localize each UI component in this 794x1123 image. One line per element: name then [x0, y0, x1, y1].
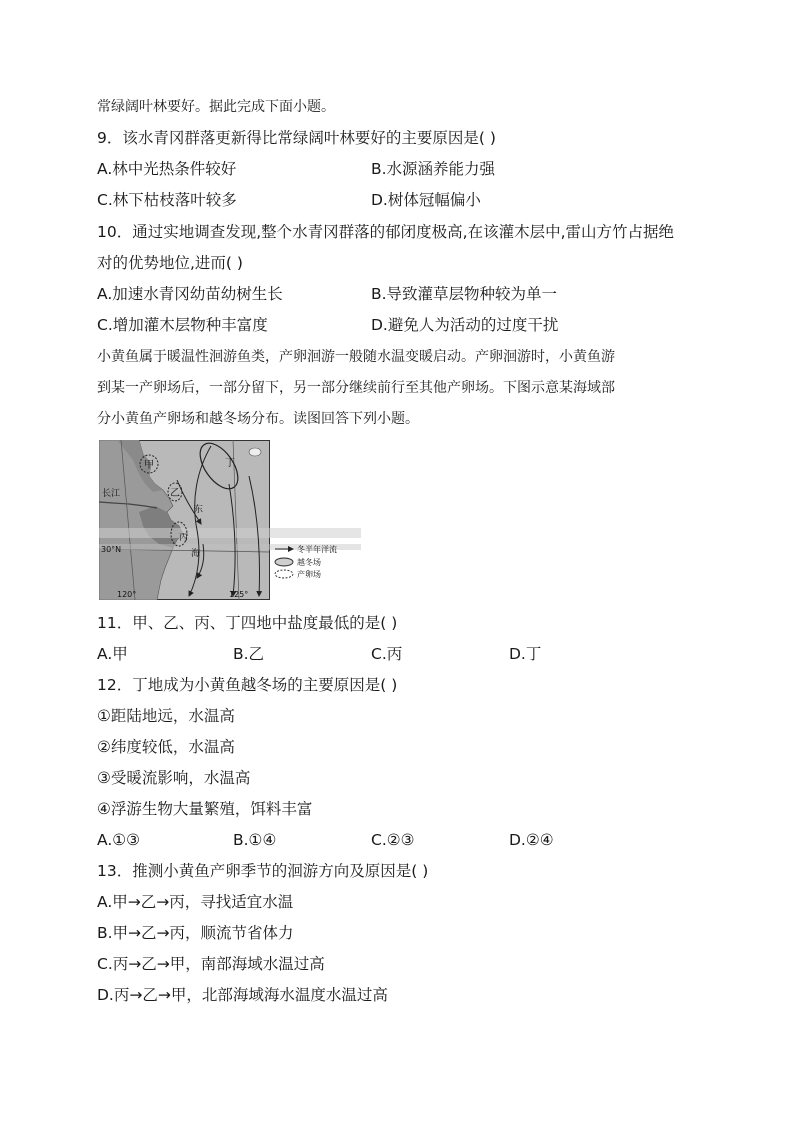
- label-yangtze: 长江: [102, 489, 121, 499]
- question-11-option-d[interactable]: D.丁: [509, 645, 542, 663]
- question-12-option-c[interactable]: C.②③: [371, 831, 415, 849]
- question-12-statement-1: ①距陆地远，水温高: [97, 707, 235, 725]
- label-ding: 丁: [225, 458, 235, 469]
- island: [249, 448, 261, 456]
- question-10-stem-line1: 10．通过实地调查发现,整个水青冈群落的郁闭度极高,在该灌木层中,雷山方竹占据绝: [97, 223, 675, 241]
- legend-winter-symbol: [275, 558, 293, 566]
- label-hai: 海: [191, 549, 201, 559]
- intro-text: 常绿阔叶林要好。据此完成下面小题。: [97, 99, 335, 115]
- label-yi: 乙: [170, 488, 180, 499]
- question-10-option-a[interactable]: A.加速水青冈幼苗幼树生长: [97, 285, 283, 303]
- question-12-statement-3: ③受暖流影响，水温高: [97, 769, 251, 787]
- question-13-option-c[interactable]: C.丙→乙→甲，南部海域水温过高: [97, 955, 325, 973]
- question-12-statement-4: ④浮游生物大量繁殖，饵料丰富: [97, 800, 313, 818]
- question-12-stem: 12．丁地成为小黄鱼越冬场的主要原因是( ): [97, 676, 398, 694]
- label-125: 125°: [229, 590, 249, 599]
- question-12-option-b[interactable]: B.①④: [233, 831, 277, 849]
- map-legend: [275, 544, 337, 579]
- question-12-statement-2: ②纬度较低，水温高: [97, 738, 235, 756]
- question-12-option-d[interactable]: D.②④: [509, 831, 554, 849]
- question-11-option-c[interactable]: C.丙: [371, 645, 403, 663]
- question-13-stem: 13．推测小黄鱼产卵季节的洄游方向及原因是( ): [97, 862, 429, 880]
- question-13-option-d[interactable]: D.丙→乙→甲，北部海域海水温度水温过高: [97, 986, 388, 1004]
- intro2-line1: 小黄鱼属于暖温性洄游鱼类，产卵洄游一般随水温变暖启动。产卵洄游时，小黄鱼游: [97, 349, 615, 365]
- question-10-option-d[interactable]: D.避免人为活动的过度干扰: [371, 316, 559, 334]
- question-9-option-b[interactable]: B.水源涵养能力强: [371, 160, 496, 178]
- scan-band: [99, 528, 361, 538]
- question-11-option-a[interactable]: A.甲: [97, 645, 128, 663]
- intro2-line3: 分小黄鱼产卵场和越冬场分布。读图回答下列小题。: [97, 411, 419, 427]
- question-11-stem: 11．甲、乙、丙、丁四地中盐度最低的是( ): [97, 614, 398, 632]
- question-10-stem-line2: 对的优势地位,进而( ): [97, 254, 243, 272]
- question-11-option-b[interactable]: B.乙: [233, 645, 265, 663]
- question-9-stem: 9．该水青冈群落更新得比常绿阔叶林要好的主要原因是( ): [97, 129, 496, 147]
- question-13-option-a[interactable]: A.甲→乙→丙，寻找适宜水温: [97, 893, 294, 911]
- intro2-line2: 到某一产卵场后，一部分留下，另一部分继续前行至其他产卵场。下图示意某海域部: [97, 380, 615, 396]
- question-12-option-a[interactable]: A.①③: [97, 831, 141, 849]
- label-bing: 丙: [179, 533, 189, 543]
- legend-spawn-label: 产卵场: [297, 570, 321, 579]
- question-10-option-b[interactable]: B.导致灌草层物种较为单一: [371, 285, 558, 303]
- legend-winter-label: 越冬场: [297, 558, 321, 567]
- label-dong: 东: [194, 505, 204, 515]
- question-13-option-b[interactable]: B.甲→乙→丙，顺流节省体力: [97, 924, 294, 942]
- legend-spawn-symbol: [275, 570, 293, 578]
- fish-distribution-map: [99, 440, 361, 600]
- label-120: 120°: [117, 590, 137, 599]
- legend-current-label: 冬半年洋流: [297, 545, 337, 554]
- question-10-option-c[interactable]: C.增加灌木层物种丰富度: [97, 316, 268, 334]
- question-9-option-d[interactable]: D.树体冠幅偏小: [371, 191, 481, 209]
- label-30n: 30°N: [101, 545, 122, 554]
- question-9-option-c[interactable]: C.林下枯枝落叶较多: [97, 191, 237, 209]
- label-jia: 甲: [144, 460, 154, 471]
- question-9-option-a[interactable]: A.林中光热条件较好: [97, 160, 237, 178]
